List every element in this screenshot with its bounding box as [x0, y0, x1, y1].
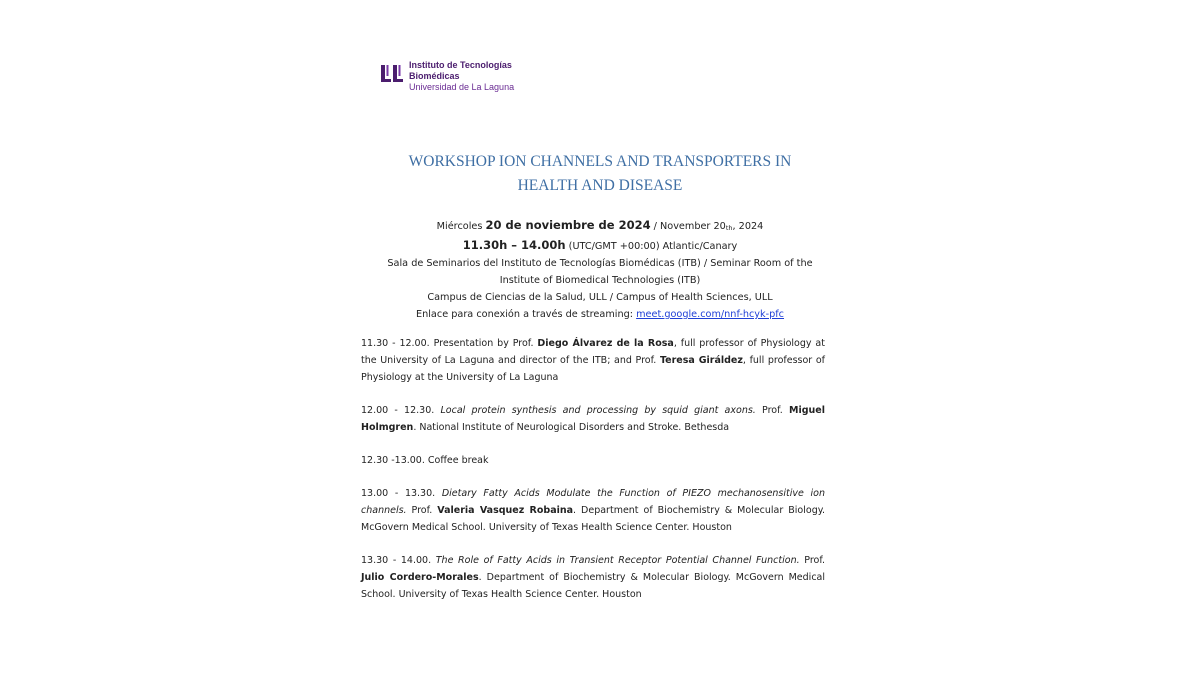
item-text: Prof. — [406, 505, 438, 516]
item-time: 13.00 - 13.30. — [361, 488, 436, 499]
date-sep: / November 20 — [650, 221, 726, 232]
logo-line-2: Biomédicas — [409, 71, 460, 81]
item-text: Coffee break — [424, 455, 489, 466]
item-text: Presentation by Prof. — [429, 338, 538, 349]
date-bold: 20 de noviembre de 2024 — [485, 218, 651, 232]
event-info — [340, 217, 860, 323]
title-line-1: WORKSHOP ION CHANNELS AND TRANSPORTERS IN — [408, 153, 792, 170]
program-list — [361, 335, 825, 619]
room-line-2: Institute of Biomedical Technologies (ITB) — [499, 275, 701, 286]
item-text: , full professor of Physiology at the University of La Laguna — [361, 355, 825, 383]
title-line-2: HEALTH AND DISEASE — [517, 177, 683, 194]
item-text: Prof. — [755, 405, 789, 416]
date-prefix: Miércoles — [436, 221, 486, 232]
program-item — [361, 485, 825, 536]
date-year: , 2024 — [732, 221, 764, 232]
workshop-title — [340, 150, 860, 198]
streaming-line — [340, 306, 860, 323]
program-item — [361, 452, 825, 469]
talk-title: Local protein synthesis and processing by squid giant axons. — [440, 405, 756, 416]
speaker-name: Teresa Giráldez — [659, 355, 743, 366]
logo-text — [409, 60, 514, 93]
program-item — [361, 552, 825, 603]
date-ordinal: th — [725, 224, 733, 232]
campus-line: Campus de Ciencias de la Salud, ULL / Campus of Health Sciences, ULL — [427, 292, 773, 303]
item-time: 12.00 - 12.30. — [361, 405, 435, 416]
talk-title: Dietary Fatty Acids Modulate the Function of PIEZO mechanosensitive ion channels. — [361, 488, 825, 516]
speaker-affiliation: . Department of Biochemistry & Molecular Biology. McGovern Medical School. University of Texas Health Science Center. Houston — [361, 505, 826, 533]
date-line — [340, 217, 860, 237]
room-line-1: Sala de Seminarios del Instituto de Tecnologías Biomédicas (ITB) / Seminar Room of the — [387, 258, 813, 269]
speaker-name: Miguel Holmgren — [361, 405, 825, 433]
item-time: 12.30 -13.00. — [361, 455, 425, 466]
streaming-label: Enlace para conexión a través de streaming: — [415, 309, 637, 320]
talk-title: The Role of Fatty Acids in Transient Receptor Potential Channel Function. — [435, 555, 800, 566]
time-line — [340, 237, 860, 255]
program-item — [361, 335, 825, 386]
time-rest: (UTC/GMT +00:00) Atlantic/Canary — [565, 241, 738, 252]
item-text: , full professor of Physiology at the University of La Laguna and director of the ITB; and Prof. — [361, 338, 825, 366]
logo-line-3: Universidad de La Laguna — [409, 82, 515, 92]
speaker-affiliation: . National Institute of Neurological Disorders and Stroke. Bethesda — [413, 422, 730, 433]
item-text: Prof. — [799, 555, 825, 566]
speaker-affiliation: . Department of Biochemistry & Molecular Biology. McGovern Medical School. University of Texas Health Science Center. Houston — [361, 572, 825, 600]
speaker-name: Diego Álvarez de la Rosa — [537, 338, 674, 349]
ull-logo-icon — [380, 63, 404, 83]
item-time: 11.30 - 12.00. — [361, 338, 430, 349]
item-time: 13.30 - 14.00. — [361, 555, 432, 566]
logo-line-1: Instituto de Tecnologías — [409, 60, 512, 70]
program-item — [361, 402, 825, 436]
speaker-name: Julio Cordero-Morales — [361, 572, 479, 583]
streaming-link[interactable]: meet.google.com/nnf-hcyk-pfc — [636, 309, 785, 320]
time-bold: 11.30h – 14.00h — [462, 238, 566, 252]
speaker-name: Valeria Vasquez Robaina — [437, 505, 574, 516]
